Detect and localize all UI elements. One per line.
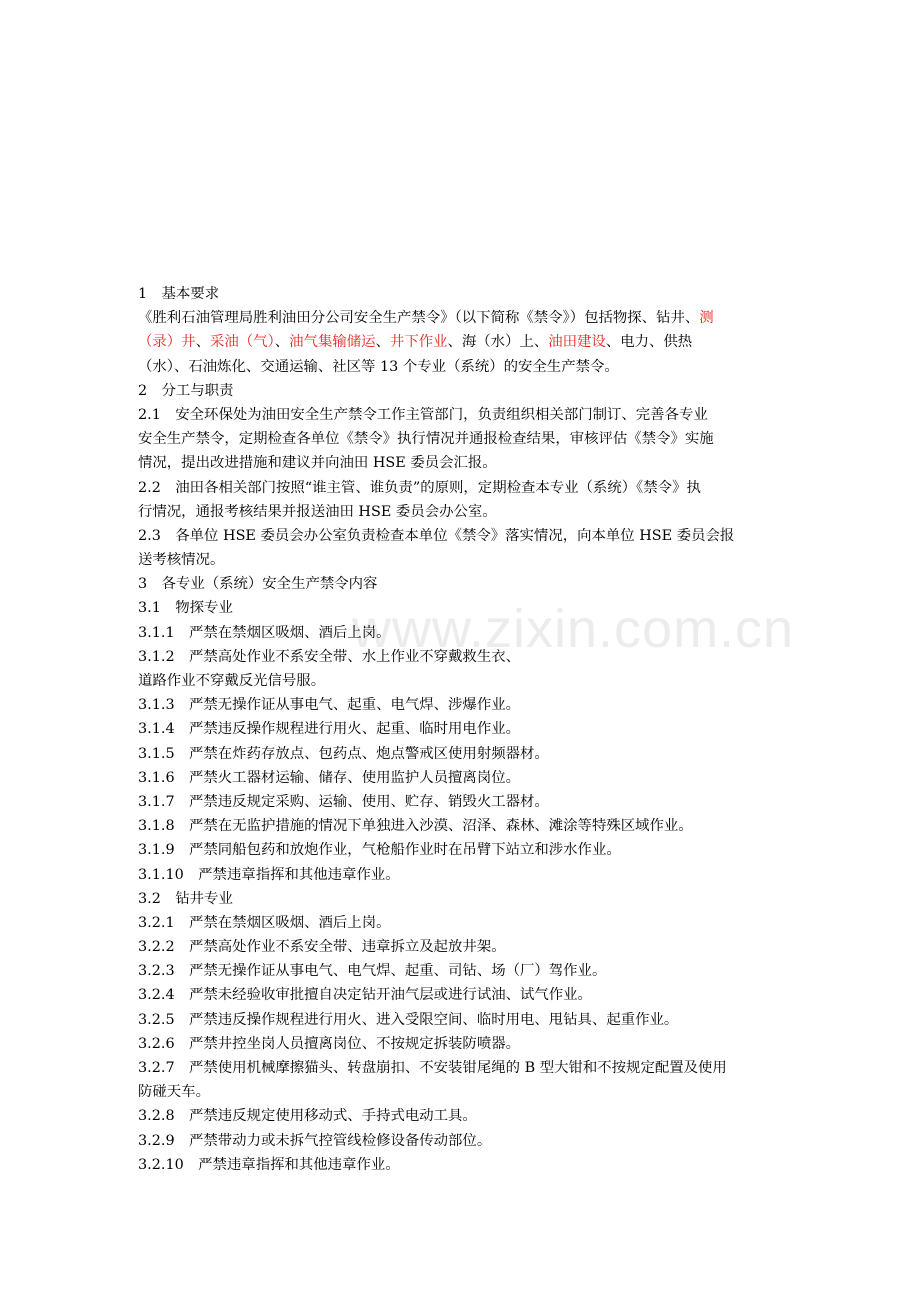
highlighted-term: 井下作业 <box>389 334 448 351</box>
text-line <box>138 330 792 354</box>
text-line <box>138 524 792 548</box>
text-line <box>138 1032 792 1056</box>
highlighted-term: （录）井 <box>138 334 196 351</box>
text-segment: 3.2.7 严禁使用机械摩擦猫头、转盘崩扣、不安装钳尾绳的 B 型大钳和不按规定配置及使用 <box>138 1060 727 1076</box>
text-line <box>138 1153 792 1177</box>
text-line <box>138 645 792 669</box>
watermark-text: www.zixin.com.cn <box>352 599 795 659</box>
highlighted-term: 油田建设 <box>548 334 606 351</box>
text-segment: 1 基本要求 <box>138 286 220 302</box>
text-line <box>138 355 792 379</box>
text-segment: 3.2.6 严禁井控坐岗人员擅离岗位、不按规定拆装防喷器。 <box>138 1035 520 1052</box>
text-line <box>138 838 792 862</box>
text-line <box>138 983 792 1007</box>
text-segment: 3.2.10 严禁违章指挥和其他违章作业。 <box>138 1156 400 1173</box>
text-segment: 3.1.1 严禁在禁烟区吸烟、酒后上岗。 <box>138 624 391 641</box>
text-segment: 2.2 油田各相关部门按照“谁主管、谁负责”的原则，定期检查本专业（系统）《禁令》执 <box>138 479 701 496</box>
text-segment: 2.1 安全环保处为油田安全生产禁令工作主管部门，负责组织相关部门制订、完善各专业 <box>138 406 708 423</box>
document-body <box>138 282 795 1177</box>
text-line <box>138 548 792 572</box>
text-line <box>138 306 792 330</box>
text-line <box>138 717 792 741</box>
text-segment: 3.1.7 严禁违反规定采购、运输、使用、贮存、销毁火工器材。 <box>138 793 549 810</box>
text-segment: 3.2.3 严禁无操作证从事电气、电气焊、起重、司钻、场（厂）驾作业。 <box>138 963 607 980</box>
text-segment: 送考核情况。 <box>138 552 225 569</box>
text-segment: 、海（水）上、 <box>447 334 549 351</box>
text-line <box>138 790 792 814</box>
text-line <box>138 282 792 306</box>
text-segment: 防碰天车。 <box>138 1084 210 1101</box>
text-line <box>138 572 792 596</box>
text-segment: 2.3 各单位 HSE 委员会办公室负责检查本单位《禁令》落实情况，向本单位 HSE 委员会报 <box>138 527 735 544</box>
text-line <box>138 863 792 887</box>
text-segment: 3.2.8 严禁违反规定使用移动式、手持式电动工具。 <box>138 1108 477 1125</box>
text-segment: 3.2 钻井专业 <box>138 890 233 907</box>
text-line <box>138 621 792 645</box>
text-line <box>138 742 792 766</box>
text-segment: 2 分工与职责 <box>138 382 234 399</box>
text-line <box>138 935 792 959</box>
text-line <box>138 911 792 935</box>
text-segment: 、电力、供热 <box>605 334 693 351</box>
text-line <box>138 427 792 451</box>
text-line <box>138 379 792 403</box>
highlighted-term: 测 <box>699 310 714 327</box>
highlighted-term: 油气集输储运 <box>289 334 376 351</box>
text-line <box>138 1104 792 1128</box>
text-line <box>138 1056 792 1080</box>
text-segment: 安全生产禁令，定期检查各单位《禁令》执行情况并通报检查结果，审核评估《禁令》实施 <box>138 431 714 448</box>
text-segment: 道路作业不穿戴反光信号服。 <box>138 673 326 689</box>
text-segment: 《胜利石油管理局胜利油田分公司安全生产禁令》（以下简称《禁令》）包括物探、钻井、 <box>138 310 700 327</box>
text-line <box>138 1080 792 1104</box>
text-segment: 3.2.5 严禁违反操作规程进行用火、进入受限空间、临时用电、甩钻具、起重作业。 <box>138 1011 679 1028</box>
text-segment: 行情况，通报考核结果并报送油田 HSE 委员会办公室。 <box>138 503 497 520</box>
text-segment: 3.2.9 严禁带动力或未拆气控管线检修设备传动部位。 <box>138 1132 492 1149</box>
text-segment: 3.1.5 严禁在炸药存放点、包药点、炮点警戒区使用射频器材。 <box>138 745 549 762</box>
text-line <box>138 476 792 500</box>
text-line <box>138 814 792 838</box>
text-line <box>138 669 792 693</box>
text-segment: 3.1.4 严禁违反操作规程进行用火、起重、临时用电作业。 <box>138 721 520 738</box>
text-line <box>138 451 792 475</box>
text-segment: （水）、石油炼化、交通运输、社区等 13 个专业（系统）的安全生产禁令。 <box>138 358 619 375</box>
text-line <box>138 500 792 524</box>
text-segment: 3.1.9 严禁同船包药和放炮作业，气枪船作业时在吊臂下站立和涉水作业。 <box>138 842 621 859</box>
text-segment: 、 <box>274 334 290 351</box>
text-segment: 3.1.10 严禁违章指挥和其他违章作业。 <box>138 866 400 883</box>
text-line <box>138 959 792 983</box>
text-segment: 、 <box>375 334 390 351</box>
highlighted-term: 采油（气） <box>209 334 275 351</box>
text-line <box>138 1129 792 1153</box>
text-segment: 3.1 物探专业 <box>138 600 233 617</box>
text-segment: 3.2.1 严禁在禁烟区吸烟、酒后上岗。 <box>138 914 391 931</box>
text-segment: 、 <box>195 334 210 351</box>
text-line <box>138 1008 792 1032</box>
text-segment: 情况，提出改进措施和建议并向油田 HSE 委员会汇报。 <box>138 455 497 472</box>
text-segment: 3.1.2 严禁高处作业不系安全带、水上作业不穿戴救生衣、 <box>138 648 520 665</box>
text-line <box>138 596 792 620</box>
text-segment: 3.1.3 严禁无操作证从事电气、起重、电气焊、涉爆作业。 <box>138 697 520 714</box>
text-line <box>138 887 792 911</box>
text-segment: 3.1.8 严禁在无监护措施的情况下单独进入沙漠、沼泽、森林、滩涂等特殊区域作业。 <box>138 818 693 835</box>
text-line <box>138 403 792 427</box>
text-line <box>138 766 792 790</box>
text-segment: 3.1.6 严禁火工器材运输、储存、使用监护人员擅离岗位。 <box>138 769 520 786</box>
text-segment: 3.2.2 严禁高处作业不系安全带、违章拆立及起放井架。 <box>138 939 506 956</box>
text-segment: 3.2.4 严禁未经验收审批擅自决定钻开油气层或进行试油、试气作业。 <box>138 987 592 1004</box>
text-segment: 3 各专业（系统）安全生产禁令内容 <box>138 576 378 593</box>
text-line <box>138 693 792 717</box>
